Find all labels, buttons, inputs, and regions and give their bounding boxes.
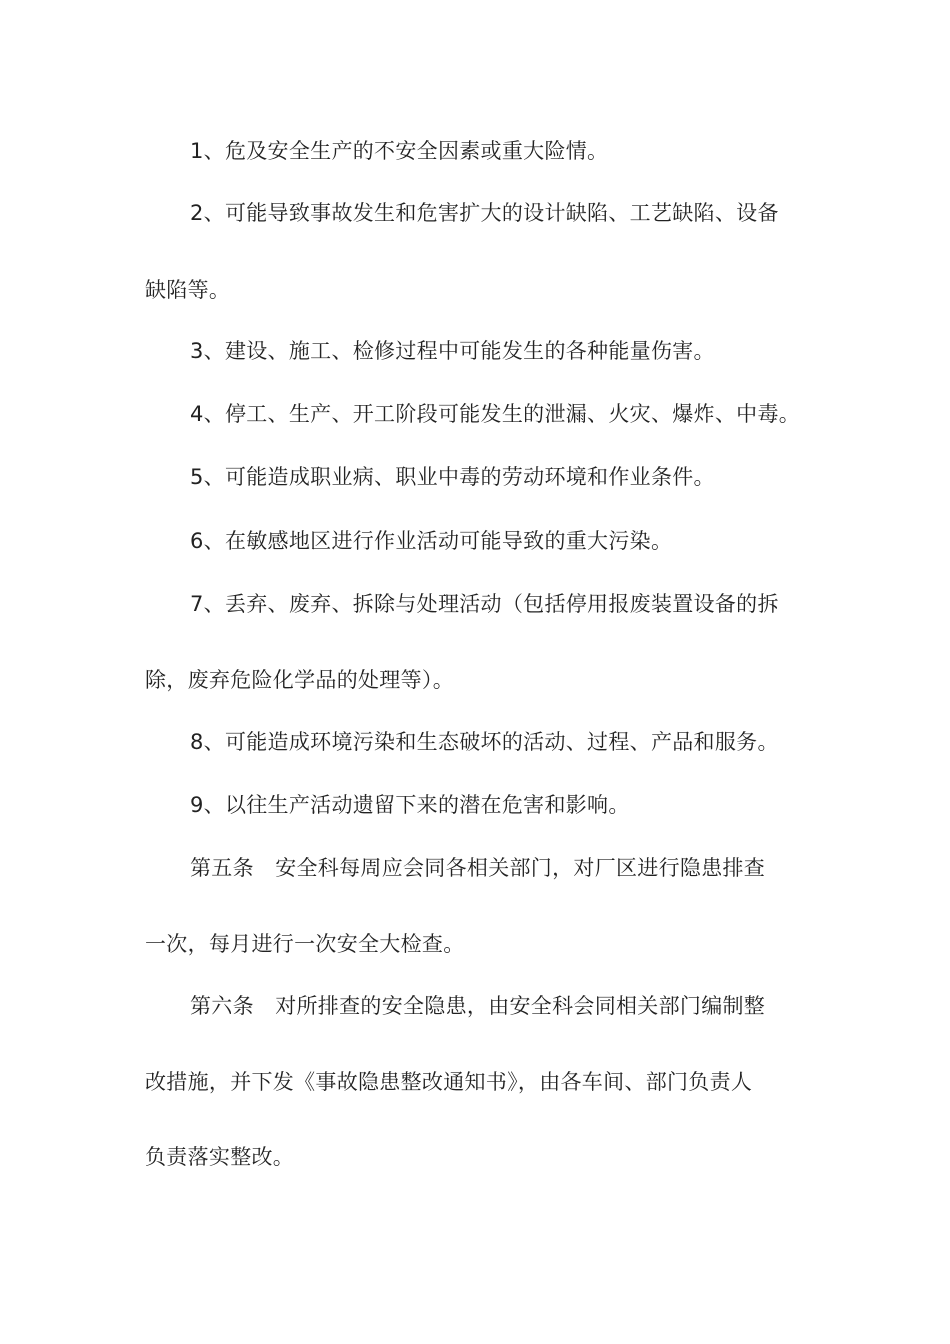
item-7-line-2: 除，废弃危险化学品的处理等）。: [145, 668, 454, 692]
article-5-line-2: 一次，每月进行一次安全大检查。: [145, 932, 465, 956]
item-8-line: 8、可能造成环境污染和生态破坏的活动、过程、产品和服务。: [190, 730, 779, 754]
article-6-line-3: 负责落实整改。: [145, 1145, 295, 1169]
item-7-line-1: 7、丢弃、废弃、拆除与处理活动（包括停用报废装置设备的拆: [190, 592, 779, 616]
item-6-line: 6、在敏感地区进行作业活动可能导致的重大污染。: [190, 529, 673, 553]
item-3-line: 3、建设、施工、检修过程中可能发生的各种能量伤害。: [190, 339, 715, 363]
item-4-line: 4、停工、生产、开工阶段可能发生的泄漏、火灾、爆炸、中毒。: [190, 402, 801, 426]
article-6-line-2: 改措施，并下发《事故隐患整改通知书》，由各车间、部门负责人: [145, 1070, 753, 1094]
item-1-line: 1、危及安全生产的不安全因素或重大险情。: [190, 139, 609, 163]
article-6-line-1: 第六条 对所排查的安全隐患，由安全科会同相关部门编制整: [190, 994, 766, 1018]
item-5-line: 5、可能造成职业病、职业中毒的劳动环境和作业条件。: [190, 465, 715, 489]
article-5-line-1: 第五条 安全科每周应会同各相关部门，对厂区进行隐患排查: [190, 856, 766, 880]
item-2-line-1: 2、可能导致事故发生和危害扩大的设计缺陷、工艺缺陷、设备: [190, 201, 779, 225]
item-9-line: 9、以往生产活动遗留下来的潜在危害和影响。: [190, 793, 630, 817]
item-2-line-2: 缺陷等。: [145, 278, 231, 302]
